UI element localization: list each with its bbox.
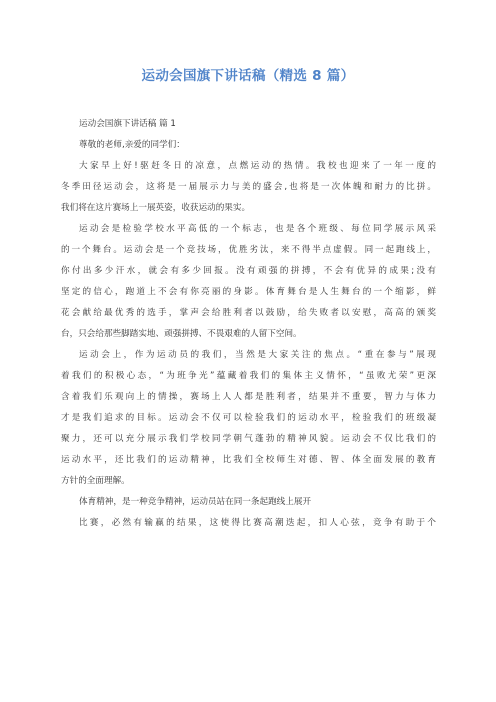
paragraph-line: 我们将在这片赛场上一展英姿，收获运动的果实。: [61, 203, 251, 213]
paragraph-line: 坚定的信心，跑道上不会有你亮丽的身影。体育舞台是人生舞台的一个缩影，鲜: [61, 287, 436, 297]
paragraph-line: 运动会是检验学校水平高低的一个标志，也是各个班级、每位同学展示风采: [79, 224, 436, 234]
paragraph-line: 台，只会给那些脚踏实地、顽强拼搏、不畏艰难的人留下空间。: [61, 329, 302, 339]
paragraph-line: 花会献给最优秀的选手，掌声会给胜利者以鼓励，给失败者以安慰，高高的颁奖: [61, 308, 436, 318]
document-body: [61, 114, 436, 534]
paragraph-line: 比赛，必然有输赢的结果，这使得比赛高潮迭起，扣人心弦，竞争有助于个: [79, 518, 436, 528]
paragraph-line: 运动水平，还比我们的运动精神，比我们全校师生对德、智、体全面发展的教育: [61, 455, 436, 465]
paragraph-line: 才是我们追求的目标。运动会不仅可以检验我们的运动水平，检验我们的班级凝: [61, 413, 436, 423]
document-title: 运动会国旗下讲话稿（精选 8 篇）: [141, 68, 355, 84]
paragraph-line: 聚力，还可以充分展示我们学校同学朝气蓬勃的精神风貌。运动会不仅比我们的: [61, 434, 436, 444]
paragraph-line: 含着我们乐观向上的情操，赛场上人人都是胜利者，结果并不重要，智力与体力: [61, 392, 436, 402]
paragraph-line: 方针的全面理解。: [61, 476, 130, 486]
paragraph-line: 冬季田径运动会，这将是一届展示力与美的盛会,也将是一次体魄和耐力的比拼。: [61, 182, 436, 192]
paragraph-line: 的一个舞台。运动会是一个竞技场，优胜劣汰，来不得半点虚假。同一起跑线上，: [61, 245, 436, 255]
paragraph-line: 运动会国旗下讲话稿 篇 1: [79, 119, 176, 129]
paragraph-line: 着我们的积极心态，“为班争光”蕴藏着我们的集体主义情怀，“虽败尤荣”更深: [61, 371, 436, 381]
paragraph-line: 尊敬的老师,亲爱的同学们：: [79, 140, 185, 150]
paragraph-line: 大家早上好!驱赶冬日的凉意，点燃运动的热情。我校也迎来了一年一度的: [79, 161, 436, 171]
paragraph-line: 运动会上，作为运动员的我们，当然是大家关注的焦点。“重在参与”展现: [79, 350, 436, 360]
paragraph-line: 你付出多少汗水，就会有多少回报。没有顽强的拼搏，不会有优异的成果;没有: [61, 266, 436, 276]
paragraph-line: 体育精神，是一种竞争精神，运动员站在同一条起跑线上展开: [79, 497, 312, 507]
